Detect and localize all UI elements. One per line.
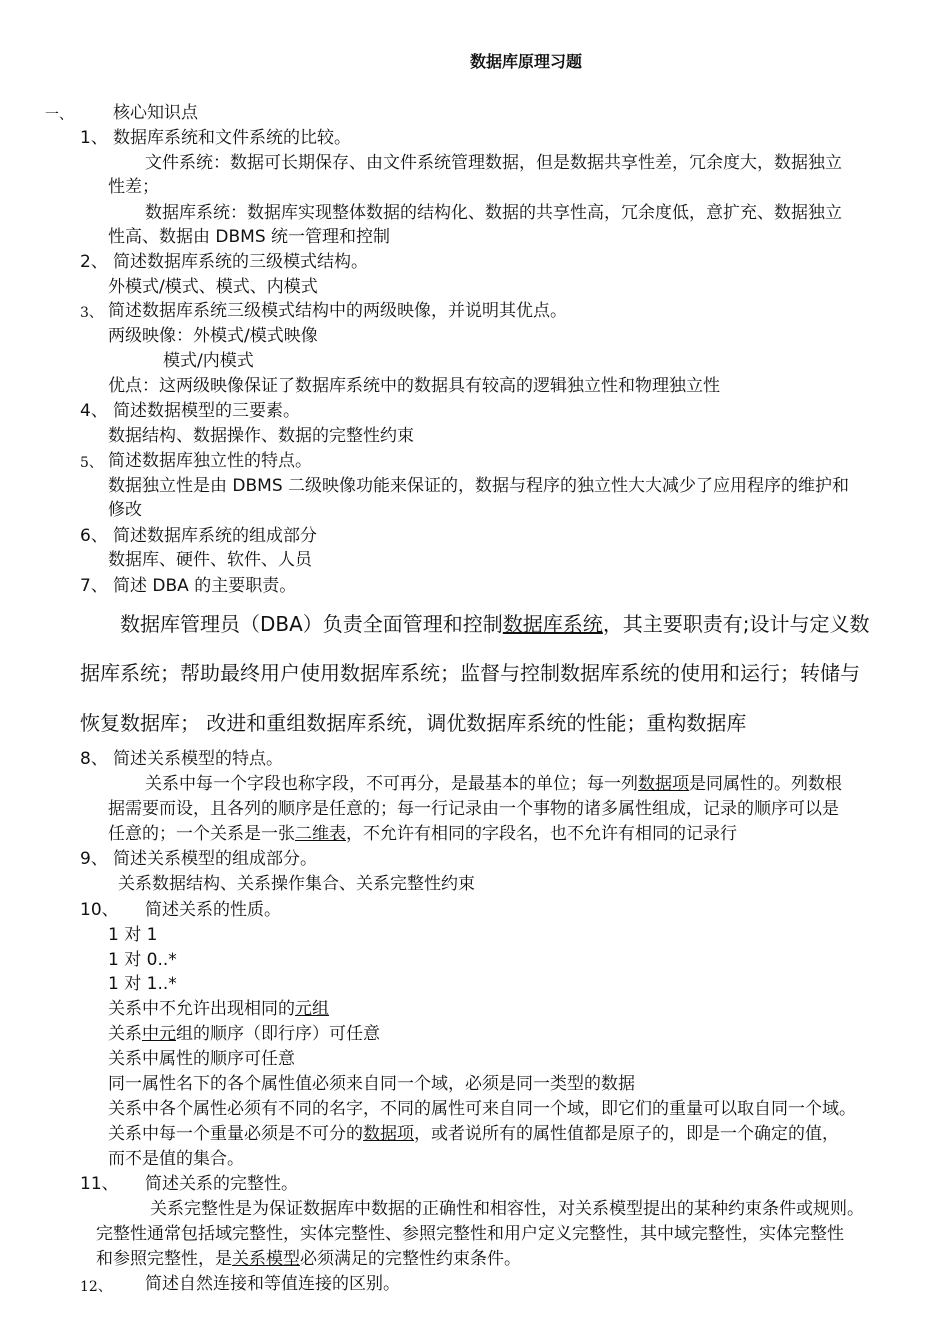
q5-answer-line: 数据独立性是由 DBMS 二级映像功能来保证的，数据与程序的独立性大大减少了应用程序的维护和 xyxy=(108,476,850,496)
q8-link-2d-table[interactable]: 二维表 xyxy=(295,824,346,844)
q12-number: 12、 xyxy=(80,1279,112,1295)
q10-link-data-item[interactable]: 数据项 xyxy=(363,1124,414,1144)
q3-answer-line: 优点：这两级映像保证了数据库系统中的数据具有较高的逻辑独立性和物理独立性 xyxy=(108,376,720,396)
q10-answer-line: 1 对 0..* xyxy=(108,950,177,970)
q11-link-relational-model[interactable]: 关系模型 xyxy=(232,1249,300,1269)
q11-text: 必须满足的完整性约束条件。 xyxy=(300,1249,521,1269)
q9-number: 9、 xyxy=(80,849,108,869)
q3-answer-line: 模式/内模式 xyxy=(163,351,254,371)
q8-answer-line: 据需要而设，且各列的顺序是任意的；每一行记录由一个事物的诸多属性组成，记录的顺序可以是 xyxy=(108,799,839,819)
q10-text: 组的顺序（即行序）可任意 xyxy=(176,1024,380,1044)
q5-number: 5、 xyxy=(80,455,103,471)
q7-question: 简述 DBA 的主要职责。 xyxy=(113,576,297,596)
q10-answer-line: 而不是值的集合。 xyxy=(108,1149,244,1169)
q9-answer: 关系数据结构、关系操作集合、关系完整性约束 xyxy=(118,874,475,894)
document-title: 数据库原理习题 xyxy=(470,52,583,71)
q8-answer-line xyxy=(108,823,737,845)
q1-answer-line: 性差； xyxy=(108,177,159,197)
q1-number: 1、 xyxy=(80,128,108,148)
q1-question: 数据库系统和文件系统的比较。 xyxy=(113,128,351,148)
section-number: 一、 xyxy=(45,107,73,123)
q5-answer-line: 修改 xyxy=(108,500,142,520)
q4-number: 4、 xyxy=(80,401,108,421)
q7-text: 数据库管理员（DBA）负责全面管理和控制 xyxy=(120,612,503,636)
q3-answer-line: 两级映像：外模式/模式映像 xyxy=(108,326,318,346)
q7-answer-line: 据库系统；帮助最终用户使用数据库系统；监督与控制数据库系统的使用和运行；转储与 xyxy=(80,661,860,685)
q10-answer-line xyxy=(108,1123,839,1145)
q11-answer-line: 关系完整性是为保证数据库中数据的正确性和相容性，对关系模型提出的某种约束条件或规则。 xyxy=(150,1199,864,1219)
q10-text: 关系中不允许出现相同的 xyxy=(108,999,295,1019)
q11-answer-line xyxy=(96,1248,521,1270)
q10-answer-line xyxy=(108,1023,380,1045)
q10-answer-line: 关系中各个属性必须有不同的名字，不同的属性可来自同一个域，即它们的重量可以取自同一个域。 xyxy=(108,1099,856,1119)
q7-link-database-system[interactable]: 数据库系统 xyxy=(502,612,603,636)
q12-question: 简述自然连接和等值连接的区别。 xyxy=(145,1274,400,1294)
q3-number: 3、 xyxy=(80,305,103,321)
q7-text: ，其主要职责有;设计与定义数 xyxy=(602,612,870,636)
q11-question: 简述关系的完整性。 xyxy=(145,1174,298,1194)
q2-number: 2、 xyxy=(80,252,108,272)
q10-answer-line: 同一属性名下的各个属性值必须来自同一个域，必须是同一类型的数据 xyxy=(108,1074,635,1094)
q6-number: 6、 xyxy=(80,526,108,546)
q6-question: 简述数据库系统的组成部分 xyxy=(113,526,317,546)
q11-text: 和参照完整性，是 xyxy=(96,1249,232,1269)
q1-answer-line: 性高、数据由 DBMS 统一管理和控制 xyxy=(108,227,391,247)
q2-question: 简述数据库系统的三级模式结构。 xyxy=(113,252,368,272)
q3-question: 简述数据库系统三级模式结构中的两级映像，并说明其优点。 xyxy=(108,301,567,321)
q2-answer: 外模式/模式、模式、内模式 xyxy=(108,277,318,297)
q1-answer-line: 数据库系统：数据库实现整体数据的结构化、数据的共享性高，冗余度低，意扩充、数据独立 xyxy=(145,203,842,223)
q8-answer-line xyxy=(145,773,842,795)
q7-number: 7、 xyxy=(80,576,108,596)
q4-answer: 数据结构、数据操作、数据的完整性约束 xyxy=(108,426,414,446)
q10-text: ，或者说所有的属性值都是原子的，即是一个确定的值， xyxy=(414,1124,839,1144)
q11-answer-line: 完整性通常包括域完整性，实体完整性、参照完整性和用户定义完整性，其中域完整性，实体完整性 xyxy=(96,1224,844,1244)
q8-text: 任意的；一个关系是一张 xyxy=(108,824,295,844)
q8-text: 关系中每一个字段也称字段，不可再分，是最基本的单位；每一列 xyxy=(145,774,638,794)
q10-question: 简述关系的性质。 xyxy=(145,900,281,920)
q10-text: 关系中每一个重量必须是不可分的 xyxy=(108,1124,363,1144)
q8-link-data-item[interactable]: 数据项 xyxy=(638,774,689,794)
q10-link-tuple[interactable]: 元组 xyxy=(295,999,329,1019)
q7-answer-line xyxy=(120,611,870,637)
q11-number: 11、 xyxy=(80,1174,119,1194)
q10-answer-line: 1 对 1..* xyxy=(108,974,177,994)
q1-answer-line: 文件系统：数据可长期保存、由文件系统管理数据，但是数据共享性差，冗余度大，数据独立 xyxy=(145,153,842,173)
q6-answer: 数据库、硬件、软件、人员 xyxy=(108,550,312,570)
q7-answer-line: 恢复数据库； 改进和重组数据库系统，调优数据库系统的性能；重构数据库 xyxy=(80,711,747,735)
q8-text: ，不允许有相同的字段名，也不允许有相同的记录行 xyxy=(346,824,737,844)
section-heading: 核心知识点 xyxy=(113,103,198,123)
q8-text: 是同属性的。列数根 xyxy=(689,774,842,794)
q4-question: 简述数据模型的三要素。 xyxy=(113,401,300,421)
q10-link-middle-element[interactable]: 中元 xyxy=(142,1024,176,1044)
q9-question: 简述关系模型的组成部分。 xyxy=(113,849,317,869)
q10-answer-line xyxy=(108,998,329,1020)
q10-answer-line: 1 对 1 xyxy=(108,925,158,945)
q8-question: 简述关系模型的特点。 xyxy=(113,749,283,769)
q10-answer-line: 关系中属性的顺序可任意 xyxy=(108,1049,295,1069)
q8-number: 8、 xyxy=(80,749,108,769)
q5-question: 简述数据库独立性的特点。 xyxy=(108,451,312,471)
q10-number: 10、 xyxy=(80,900,119,920)
q10-text: 关系 xyxy=(108,1024,142,1044)
